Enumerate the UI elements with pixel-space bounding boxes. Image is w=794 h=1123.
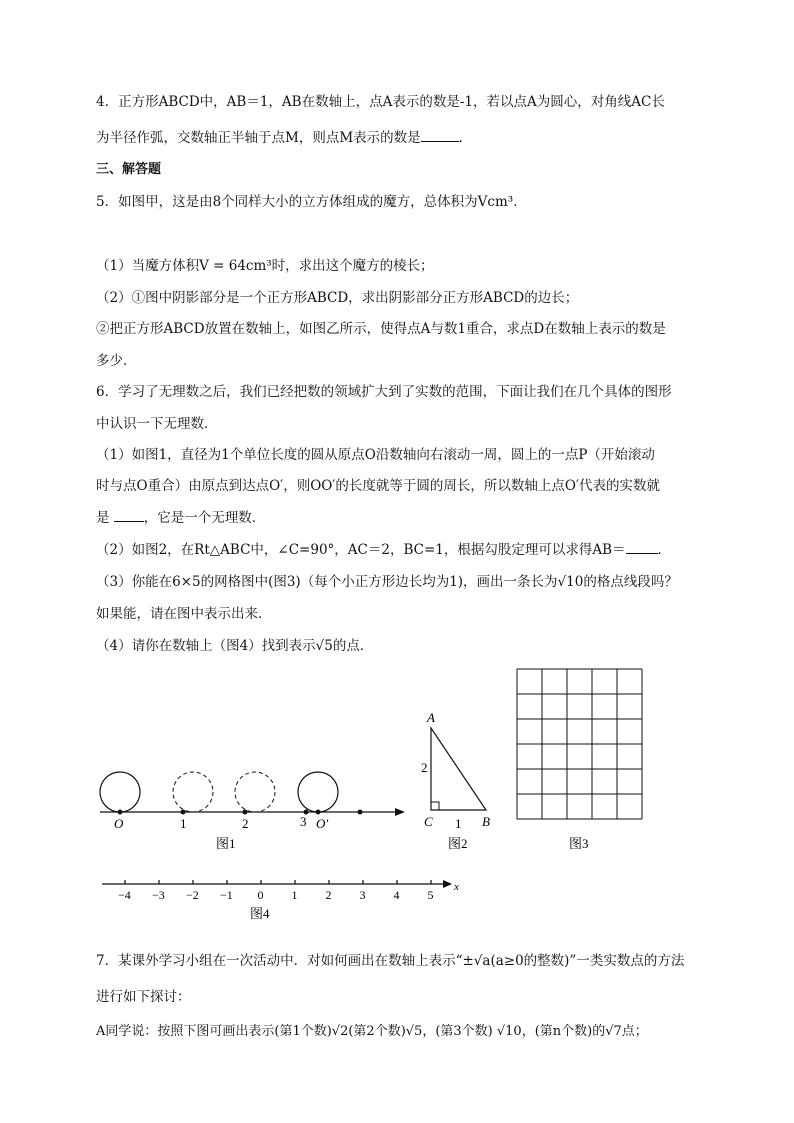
fig1-label-1: 1 bbox=[180, 816, 187, 831]
figure-3[interactable] bbox=[517, 669, 642, 819]
q5-part2b: ②把正方形ABCD放置在数轴上，如图乙所示，使得点A与数1重合，求点D在数轴上表示的数是 bbox=[96, 321, 666, 337]
fig4-arrow bbox=[443, 880, 452, 888]
fig1-point-extra bbox=[358, 810, 363, 815]
fig2-right-angle-mark bbox=[431, 802, 439, 810]
q6-stem2: 中认识一下无理数． bbox=[96, 416, 218, 432]
q6-stem1: 6．学习了无理数之后，我们已经把数的领域扩大到了实数的范围，下面让我们在几个具体的图形 bbox=[96, 384, 672, 400]
fig4-tick-label: 2 bbox=[325, 888, 332, 902]
fig4-tick-label: 3 bbox=[359, 888, 366, 902]
fig1-arrow bbox=[395, 808, 405, 816]
fig2-vertex-a: A bbox=[427, 710, 435, 725]
fig1-caption: 图1 bbox=[216, 836, 236, 851]
q6-part4: （4）请你在数轴上（图4）找到表示√5的点． bbox=[96, 638, 374, 654]
fig1-label-o-prime: O′ bbox=[316, 816, 329, 831]
fig4-tick-label: −1 bbox=[220, 888, 233, 902]
q6-part2-text: （2）如图2，在Rt△ABC中，∠C=90°，AC＝2，BC=1，根据勾股定理可以求得AB＝ bbox=[96, 542, 626, 558]
fig1-circle-dashed-1 bbox=[173, 772, 213, 812]
fig2-vertex-c: C bbox=[424, 814, 433, 829]
figure-1 bbox=[100, 772, 405, 851]
fig4-tick-label: −2 bbox=[186, 888, 199, 902]
fig2-triangle bbox=[431, 728, 486, 810]
section3-heading: 三、解答题 bbox=[96, 162, 162, 177]
q6-part3b: 如果能，请在图中表示出来． bbox=[96, 606, 272, 622]
q6-part1c-pre: 是 bbox=[96, 510, 110, 526]
q5-stem: 5．如图甲，这是由8个同样大小的立方体组成的魔方，总体积为Vcm³． bbox=[96, 194, 527, 210]
fig4-tick-label: 4 bbox=[393, 888, 400, 902]
q4-line2-end: ． bbox=[458, 130, 473, 146]
q4-line1: 4．正方形ABCD中，AB＝1，AB在数轴上，点A表示的数是-1，若以点A为圆心，对角线AC长 bbox=[96, 94, 665, 110]
fig3-caption: 图3 bbox=[569, 836, 589, 851]
fig1-circle-dashed-2 bbox=[235, 772, 275, 812]
q6-part1b: 时与点O重合）由原点到达点O′，则OO′的长度就等于圆的周长，所以数轴上点O′代表的实数就 bbox=[96, 478, 661, 494]
fig2-side-bc: 1 bbox=[455, 816, 462, 831]
fig4-caption: 图4 bbox=[250, 906, 270, 921]
fig1-point-1 bbox=[181, 810, 186, 815]
fig2-vertex-b: B bbox=[482, 814, 490, 829]
q7-stem2: 进行如下探讨： bbox=[96, 989, 191, 1005]
q6-part3a: （3）你能在6×5的网格图中(图3)（每个小正方形边长均为1)，画出一条长为√10的格点线段吗？ bbox=[96, 574, 678, 590]
q5-part1: （1）当魔方体积V = 64cm³时，求出这个魔方的棱长； bbox=[96, 258, 434, 274]
q7-a-student: A同学说：按照下图可画出表示(第1个数)√2(第2个数)√5，(第3个数) √10，(第n个数)的√7点； bbox=[96, 1024, 648, 1039]
fig1-point-2 bbox=[243, 810, 248, 815]
fig2-side-ac: 2 bbox=[421, 760, 428, 775]
q6-part2-end: ． bbox=[657, 542, 672, 558]
fig1-circle-start bbox=[100, 772, 140, 812]
fig1-point-o-prime bbox=[316, 810, 321, 815]
q5-part2b-end: 多少． bbox=[96, 353, 137, 369]
q6-part1a: （1）如图1，直径为1个单位长度的圆从原点O沿数轴向右滚动一周，圆上的一点P（开始滚动 bbox=[96, 447, 655, 463]
fig1-circle-end bbox=[298, 772, 338, 812]
figure-2 bbox=[421, 710, 490, 851]
fig1-label-2: 2 bbox=[242, 816, 249, 831]
q6-part1c-post: ，它是一个无理数． bbox=[143, 510, 266, 526]
fig1-label-o: O bbox=[114, 816, 124, 831]
fig4-tick-label: −3 bbox=[152, 888, 165, 902]
q5-part2a: （2）①图中阴影部分是一个正方形ABCD，求出阴影部分正方形ABCD的边长； bbox=[96, 290, 579, 306]
fig1-point-o bbox=[118, 810, 123, 815]
fig4-tick-label: 1 bbox=[291, 888, 298, 902]
fig4-tick-label: 0 bbox=[257, 888, 264, 902]
q4-line2-text: 为半径作弧，交数轴正半轴于点M，则点M表示的数是 bbox=[96, 130, 421, 146]
q7-stem1: 7．某课外学习小组在一次活动中．对如何画出在数轴上表示“±√a(a≥0的整数)”一类实数点的方法 bbox=[96, 953, 685, 969]
fig1-label-3: 3 bbox=[300, 814, 307, 829]
fig4-axis-label: x bbox=[454, 881, 459, 893]
fig4-tick-label: −4 bbox=[118, 888, 131, 902]
fig2-caption: 图2 bbox=[448, 836, 468, 851]
fig4-tick-label: 5 bbox=[427, 888, 434, 902]
figure-4[interactable] bbox=[102, 880, 459, 902]
